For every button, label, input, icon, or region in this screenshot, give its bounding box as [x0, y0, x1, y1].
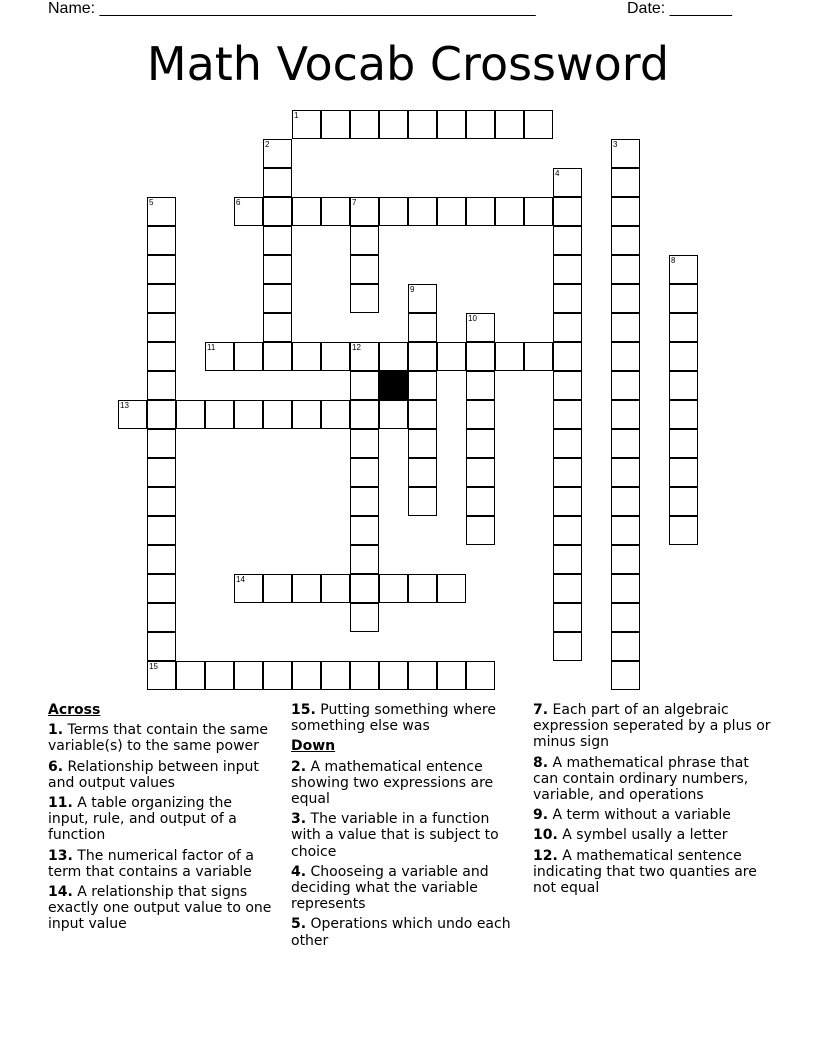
crossword-cell[interactable]	[147, 371, 176, 400]
crossword-cell[interactable]	[147, 197, 176, 226]
crossword-cell[interactable]	[611, 400, 640, 429]
crossword-cell[interactable]	[350, 458, 379, 487]
clue-down-7: 7. Each part of an algebraic expression seperated by a plus or minus sign	[533, 702, 771, 751]
crossword-cell[interactable]	[553, 168, 582, 197]
crossword-cell[interactable]	[437, 574, 466, 603]
clue-down-8: 8. A mathematical phrase that can contain ordinary numbers, variable, and operations	[533, 754, 749, 804]
crossword-cell[interactable]	[263, 139, 292, 168]
clue-across-15: 15. Putting something where something else was	[291, 702, 496, 735]
clue-down-10: 10. A symbel usally a letter	[533, 827, 728, 844]
crossword-cell[interactable]	[495, 342, 524, 371]
crossword-cell[interactable]	[466, 516, 495, 545]
crossword-cell[interactable]	[234, 197, 263, 226]
name-field[interactable]: Name: _________________________________________________	[48, 0, 536, 17]
crossword-cell[interactable]	[553, 516, 582, 545]
crossword-cell[interactable]	[466, 400, 495, 429]
crossword-cell[interactable]	[321, 661, 350, 690]
crossword-cell[interactable]	[321, 574, 350, 603]
crossword-cell[interactable]	[350, 400, 379, 429]
crossword-cell[interactable]	[350, 110, 379, 139]
crossword-cell[interactable]	[669, 516, 698, 545]
crossword-cell[interactable]	[263, 284, 292, 313]
crossword-cell[interactable]	[234, 342, 263, 371]
clue-across-1: 1. Terms that contain the same variable(s) to the same power	[48, 722, 269, 755]
crossword-cell[interactable]	[611, 487, 640, 516]
crossword-cell[interactable]	[350, 197, 379, 226]
crossword-cell[interactable]	[611, 603, 640, 632]
crossword-cell[interactable]	[408, 400, 437, 429]
crossword-cell[interactable]	[147, 661, 176, 690]
crossword-cell[interactable]	[147, 516, 176, 545]
crossword-cell[interactable]	[408, 371, 437, 400]
crossword-cell[interactable]	[408, 458, 437, 487]
crossword-cell[interactable]	[437, 661, 466, 690]
crossword-cell[interactable]	[611, 255, 640, 284]
crossword-cell[interactable]	[466, 110, 495, 139]
crossword-cell[interactable]	[495, 197, 524, 226]
crossword-cell[interactable]	[147, 226, 176, 255]
crossword-cell[interactable]	[205, 661, 234, 690]
crossword-cell[interactable]	[408, 284, 437, 313]
crossword-cell[interactable]	[176, 400, 205, 429]
crossword-cell[interactable]	[408, 313, 437, 342]
crossword-cell[interactable]	[408, 487, 437, 516]
crossword-cell[interactable]	[437, 110, 466, 139]
crossword-cell[interactable]	[466, 313, 495, 342]
crossword-cell[interactable]	[350, 603, 379, 632]
crossword-cell[interactable]	[350, 545, 379, 574]
clue-number-10: 10	[468, 314, 477, 323]
crossword-cell[interactable]	[611, 429, 640, 458]
clue-number-8: 8	[671, 256, 676, 265]
crossword-cell[interactable]	[379, 661, 408, 690]
clue-column-2	[291, 702, 521, 953]
crossword-cell[interactable]	[234, 661, 263, 690]
down-heading: Down	[291, 738, 336, 755]
crossword-cell[interactable]	[292, 400, 321, 429]
crossword-cell[interactable]	[553, 197, 582, 226]
crossword-cell[interactable]	[350, 487, 379, 516]
clue-number-7: 7	[352, 198, 357, 207]
crossword-cell[interactable]	[379, 110, 408, 139]
crossword-cell[interactable]	[147, 458, 176, 487]
across-heading: Across	[48, 702, 101, 718]
crossword-cell[interactable]	[379, 400, 408, 429]
clue-down-5: 5. Operations which undo each other	[291, 916, 511, 949]
crossword-cell[interactable]	[553, 487, 582, 516]
crossword-cell[interactable]	[321, 110, 350, 139]
crossword-cell[interactable]	[611, 197, 640, 226]
crossword-cell[interactable]	[408, 342, 437, 371]
crossword-cell[interactable]	[611, 661, 640, 690]
crossword-cell[interactable]	[466, 458, 495, 487]
crossword-cell[interactable]	[553, 545, 582, 574]
crossword-cell[interactable]	[321, 342, 350, 371]
crossword-cell[interactable]	[350, 226, 379, 255]
crossword-cell[interactable]	[205, 342, 234, 371]
crossword-cell[interactable]	[147, 632, 176, 661]
crossword-cell[interactable]	[466, 371, 495, 400]
crossword-cell[interactable]	[263, 313, 292, 342]
clue-number-11: 11	[207, 343, 216, 352]
crossword-cell[interactable]	[611, 516, 640, 545]
crossword-cell[interactable]	[350, 429, 379, 458]
crossword-cell[interactable]	[263, 197, 292, 226]
clue-number-4: 4	[555, 169, 560, 178]
crossword-cell[interactable]	[524, 110, 553, 139]
crossword-cell[interactable]	[350, 342, 379, 371]
crossword-cell[interactable]	[611, 284, 640, 313]
crossword-cell[interactable]	[379, 574, 408, 603]
crossword-cell[interactable]	[669, 342, 698, 371]
crossword-cell[interactable]	[553, 371, 582, 400]
crossword-cell[interactable]	[263, 574, 292, 603]
crossword-cell[interactable]	[350, 284, 379, 313]
crossword-cell[interactable]	[553, 400, 582, 429]
crossword-cell[interactable]	[669, 458, 698, 487]
crossword-cell[interactable]	[466, 487, 495, 516]
clue-across-6: 6. Relationship between input and output values	[48, 758, 259, 791]
clue-column-3	[533, 702, 773, 900]
crossword-cell[interactable]	[350, 574, 379, 603]
crossword-cell[interactable]	[408, 661, 437, 690]
crossword-cell[interactable]	[263, 400, 292, 429]
crossword-cell[interactable]	[263, 661, 292, 690]
clue-number-12: 12	[352, 343, 361, 352]
crossword-cell[interactable]	[147, 574, 176, 603]
crossword-cell[interactable]	[611, 139, 640, 168]
crossword-cell[interactable]	[669, 429, 698, 458]
crossword-cell[interactable]	[611, 168, 640, 197]
crossword-cell[interactable]	[263, 226, 292, 255]
crossword-cell[interactable]	[147, 429, 176, 458]
crossword-cell[interactable]	[669, 313, 698, 342]
crossword-cell[interactable]	[408, 110, 437, 139]
crossword-cell[interactable]	[611, 371, 640, 400]
crossword-cell[interactable]	[147, 255, 176, 284]
crossword-cell[interactable]	[263, 168, 292, 197]
clue-number-5: 5	[149, 198, 154, 207]
crossword-cell[interactable]	[553, 226, 582, 255]
date-field[interactable]: Date: _______	[627, 0, 732, 17]
clue-down-12: 12. A mathematical sentence indicating that two quanties are not equal	[533, 847, 757, 897]
crossword-cell[interactable]	[205, 400, 234, 429]
clue-down-4: 4. Chooseing a variable and deciding what the variable represents	[291, 863, 489, 913]
crossword-cell[interactable]	[118, 400, 147, 429]
crossword-cell[interactable]	[553, 284, 582, 313]
crossword-cell[interactable]	[524, 342, 553, 371]
crossword-cell[interactable]	[437, 197, 466, 226]
page-title: Math Vocab Crossword	[146, 37, 670, 91]
crossword-cell[interactable]	[263, 342, 292, 371]
crossword-cell[interactable]	[408, 574, 437, 603]
crossword-cell[interactable]	[611, 458, 640, 487]
crossword-cell[interactable]	[611, 342, 640, 371]
crossword-cell[interactable]	[147, 400, 176, 429]
crossword-cell[interactable]	[553, 429, 582, 458]
clue-number-14: 14	[236, 575, 245, 584]
crossword-cell[interactable]	[466, 661, 495, 690]
clue-number-3: 3	[613, 140, 618, 149]
crossword-cell[interactable]	[408, 429, 437, 458]
crossword-cell[interactable]	[379, 197, 408, 226]
crossword-cell[interactable]	[553, 574, 582, 603]
crossword-cell[interactable]	[611, 226, 640, 255]
crossword-cell[interactable]	[669, 371, 698, 400]
crossword-cell[interactable]	[669, 400, 698, 429]
crossword-cell[interactable]	[669, 284, 698, 313]
crossword-cell[interactable]	[350, 255, 379, 284]
crossword-cell[interactable]	[379, 342, 408, 371]
crossword-cell[interactable]	[350, 516, 379, 545]
crossword-cell[interactable]	[466, 342, 495, 371]
crossword-cell[interactable]	[611, 313, 640, 342]
crossword-cell[interactable]	[321, 197, 350, 226]
clue-across-14: 14. A relationship that signs exactly one output value to one input value	[48, 884, 272, 933]
clue-number-9: 9	[410, 285, 415, 294]
crossword-cell[interactable]	[495, 110, 524, 139]
crossword-cell[interactable]	[147, 313, 176, 342]
crossword-cell[interactable]	[147, 284, 176, 313]
crossword-cell[interactable]	[292, 574, 321, 603]
crossword-cell[interactable]	[611, 574, 640, 603]
clue-across-13: 13. The numerical factor of a term that contains a variable	[48, 847, 255, 880]
crossword-cell[interactable]	[234, 574, 263, 603]
crossword-cell[interactable]	[466, 197, 495, 226]
clue-down-2: 2. A mathematical entence showing two expressions are equal	[291, 758, 494, 808]
clue-number-2: 2	[265, 140, 270, 149]
crossword-cell[interactable]	[408, 197, 437, 226]
crossword-cell[interactable]	[611, 545, 640, 574]
clue-column-1	[48, 702, 276, 937]
crossword-cell[interactable]	[553, 313, 582, 342]
crossword-cell[interactable]	[553, 632, 582, 661]
crossword-cell[interactable]	[176, 661, 205, 690]
crossword-cell[interactable]	[263, 255, 292, 284]
crossword-cell[interactable]	[553, 342, 582, 371]
crossword-cell[interactable]	[553, 603, 582, 632]
clue-down-3: 3. The variable in a function with a value that is subject to choice	[291, 811, 499, 860]
crossword-block	[379, 371, 408, 400]
crossword-cell[interactable]	[147, 342, 176, 371]
clue-number-15: 15	[149, 662, 158, 671]
crossword-cell[interactable]	[292, 342, 321, 371]
clue-down-9: 9. A term without a variable	[533, 807, 731, 824]
clue-number-13: 13	[120, 401, 129, 410]
clue-number-1: 1	[294, 111, 299, 120]
crossword-cell[interactable]	[524, 197, 553, 226]
crossword-cell[interactable]	[292, 661, 321, 690]
crossword-cell[interactable]	[553, 255, 582, 284]
crossword-cell[interactable]	[147, 545, 176, 574]
crossword-cell[interactable]	[437, 342, 466, 371]
crossword-cell[interactable]	[669, 487, 698, 516]
crossword-cell[interactable]	[611, 632, 640, 661]
crossword-cell[interactable]	[553, 458, 582, 487]
crossword-cell[interactable]	[147, 487, 176, 516]
crossword-cell[interactable]	[147, 603, 176, 632]
crossword-cell[interactable]	[669, 255, 698, 284]
crossword-cell[interactable]	[350, 371, 379, 400]
crossword-cell[interactable]	[292, 197, 321, 226]
crossword-cell[interactable]	[292, 110, 321, 139]
clue-across-11: 11. A table organizing the input, rule, and output of a function	[48, 795, 237, 844]
crossword-cell[interactable]	[350, 661, 379, 690]
crossword-cell[interactable]	[234, 400, 263, 429]
clue-number-6: 6	[236, 198, 241, 207]
crossword-cell[interactable]	[466, 429, 495, 458]
crossword-cell[interactable]	[321, 400, 350, 429]
